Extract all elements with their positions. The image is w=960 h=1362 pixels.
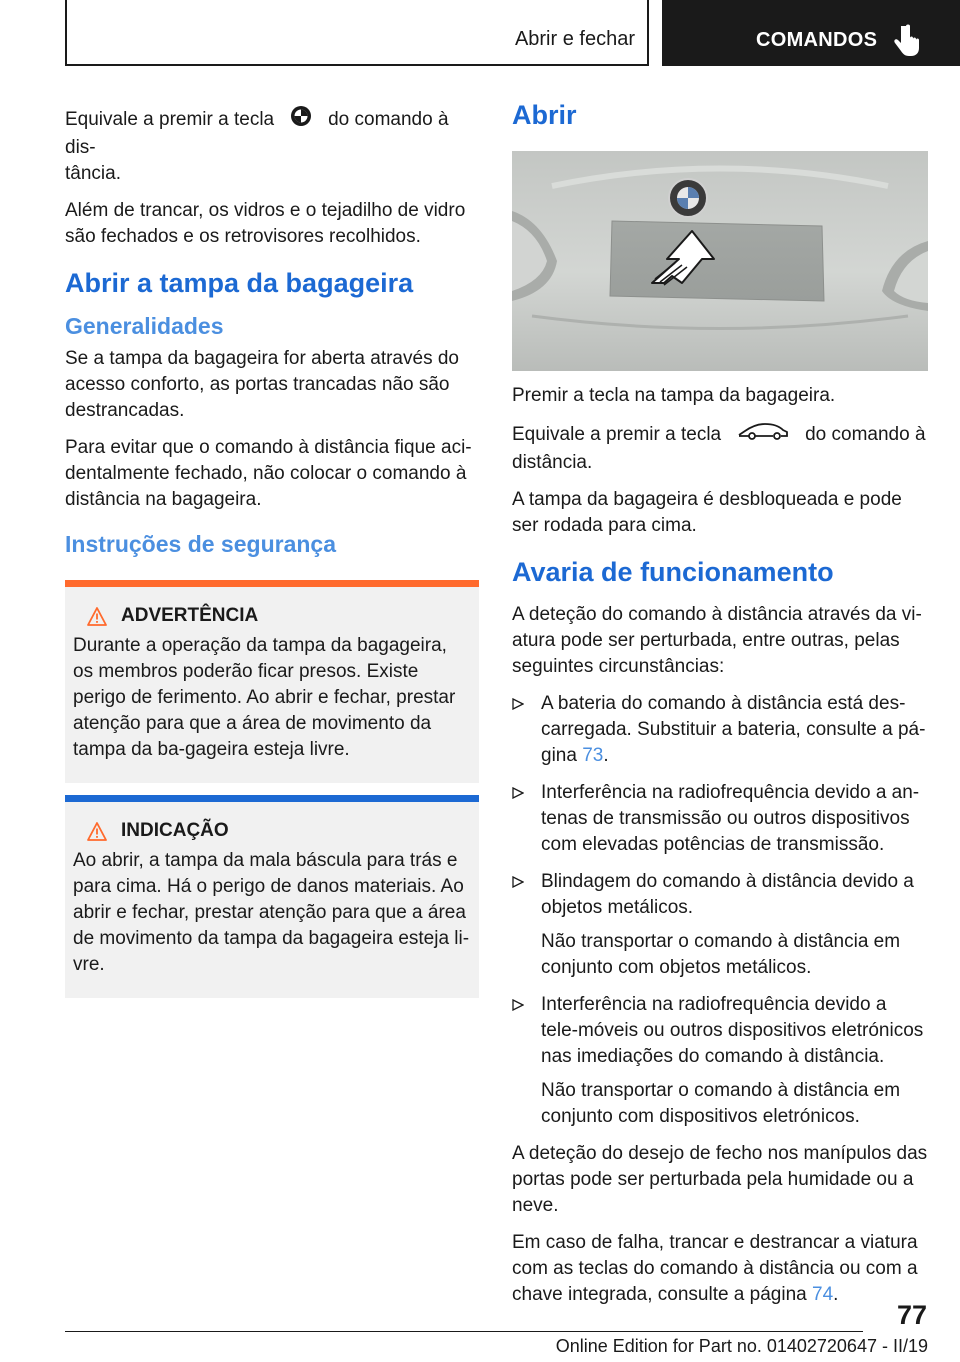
heading-safety: Instruções de segurança [65,531,336,557]
warning-box [65,580,479,783]
warning-triangle-icon [87,607,107,626]
note-text: Ao abrir, a tampa da mala báscula para trás e para cima. Há o perigo de danos materiais. Ao abrir e fechar, prestar atenção para que a área de movimento da tampa da bagageira esteja li-vre. [73,850,470,975]
left-column [65,105,479,998]
paragraph-failure: Em caso de falha, trancar e destrancar a viatura com as teclas do comando à distância ou com a chave integrada, consulte a página 74. [512,1232,918,1305]
right-column [512,100,928,1319]
paragraph-remote-in-trunk: Para evitar que o comando à distância fique aci-dentalmente fechado, não colocar o comando à distância na bagageira. [65,437,472,510]
heading-open-trunk: Abrir a tampa da bagageira [65,268,414,298]
paragraph-door-handles: A deteção do desejo de fecho nos manípulos das portas pode ser perturbada pela humidade ou a neve. [512,1143,928,1216]
page-link-73[interactable]: 73 [582,745,604,766]
page-link-74[interactable]: 74 [812,1284,834,1305]
bmw-logo-icon [290,105,312,135]
note-box [65,795,479,998]
paragraph-remote-equivalent: Equivale a premir a tecla do comando à dis- tância. [65,105,479,187]
warning-text: Durante a operação da tampa da bagageira, os membros poderão ficar presos. Existe perigo de ferimento. Ao abrir e fechar, prestar atenção para que a área de movimento da tampa da ba-gageira esteja livre. [73,635,456,760]
bullet-triangle-icon [512,876,524,888]
header-chapter-title: COMANDOS [756,29,878,51]
list-item: Interferência na radiofrequência devido a tele-móveis ou outros dispositivos eletrónicos nas imediações do comando à distância. Não transportar o comando à distância em conjunto com dispositivos eletrónicos. [512,992,928,1130]
paragraph-detection: A deteção do comando à distância através da vi-atura pode ser perturbada, entre outras, pelas seguintes circunstâncias: [512,604,922,677]
trunk-button-photo [512,151,928,371]
car-trunk-icon [737,420,789,450]
page-number: 77 [896,1300,927,1330]
paragraph-press-button: Premir a tecla na tampa da bagageira. [512,385,836,406]
hand-pointer-icon [892,24,922,58]
bullet-triangle-icon [512,999,524,1011]
heading-general: Generalidades [65,313,224,339]
heading-open: Abrir [512,100,577,130]
paragraph-unlocked: A tampa da bagageira é desbloqueada e pode ser rodada para cima. [512,489,902,536]
note-label: INDICAÇÃO [121,820,229,841]
list-item: Interferência na radiofrequência devido a an-tenas de transmissão ou outros dispositivos com elevadas potências de transmissão. [512,780,928,858]
bullet-triangle-icon [512,698,524,710]
paragraph-remote-equivalent-car: Equivale a premir a tecla do comando à distância. [512,420,928,476]
header-section-box [65,0,649,66]
footer-divider [65,1331,863,1332]
list-item: Blindagem do comando à distância devido a objetos metálicos. Não transportar o comando à distância em conjunto com objetos metálicos. [512,869,928,981]
warning-triangle-icon [87,822,107,841]
footer-edition: Online Edition for Part no. 01402720647 - II/19 [555,1336,928,1356]
warning-label: ADVERTÊNCIA [121,605,259,626]
paragraph-comfort-close: Além de trancar, os vidros e o tejadilho de vidro são fechados e os retrovisores recolhidos. [65,200,466,247]
list-item: A bateria do comando à distância está des-carregada. Substituir a bateria, consulte a pá-gina 73. [512,691,928,769]
bullet-triangle-icon [512,787,524,799]
heading-malfunction: Avaria de funcionamento [512,557,834,587]
malfunction-list [512,691,928,1130]
paragraph-comfort-access: Se a tampa da bagageira for aberta através do acesso conforto, as portas trancadas não são destrancadas. [65,348,459,421]
header-section-title: Abrir e fechar [514,28,635,50]
